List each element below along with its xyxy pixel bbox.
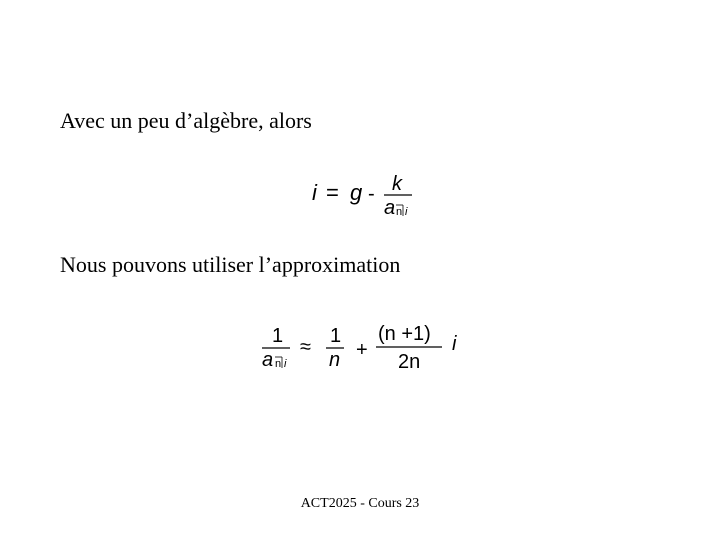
eq2-term1-numerator: 1 xyxy=(330,325,342,347)
eq1-equals: = xyxy=(326,180,339,205)
eq2-approx: ≈ xyxy=(300,336,311,358)
eq2-term1-denominator: n xyxy=(329,349,341,371)
equation-interest-rate xyxy=(300,168,430,218)
eq1-denominator-main: a xyxy=(384,197,396,218)
eq1-denominator-sub: n xyxy=(396,206,403,218)
eq2-term2-denominator: 2n xyxy=(398,351,421,373)
eq1-lhs: i xyxy=(312,180,317,205)
eq2-lhs-denominator-sub: n xyxy=(275,358,282,370)
eq2-lhs-denominator-sub2: i xyxy=(284,358,287,370)
slide-footer: ACT2025 - Cours 23 xyxy=(300,496,420,511)
eq1-denominator-sub2: i xyxy=(405,206,408,218)
eq1-minus: - xyxy=(368,183,375,205)
equation-approximation xyxy=(250,318,480,378)
eq1-numerator: k xyxy=(392,173,402,195)
eq2-plus: + xyxy=(356,339,368,361)
approx-text: Nous pouvons utiliser l’approximation xyxy=(60,252,401,277)
eq2-variable: i xyxy=(452,333,457,355)
intro-text: Avec un peu d’algèbre, alors xyxy=(60,108,312,133)
eq2-term2-numerator: (n +1) xyxy=(378,323,431,345)
eq2-lhs-numerator: 1 xyxy=(272,325,284,347)
eq2-lhs-denominator-main: a xyxy=(262,349,274,371)
eq1-g: g xyxy=(350,180,363,205)
